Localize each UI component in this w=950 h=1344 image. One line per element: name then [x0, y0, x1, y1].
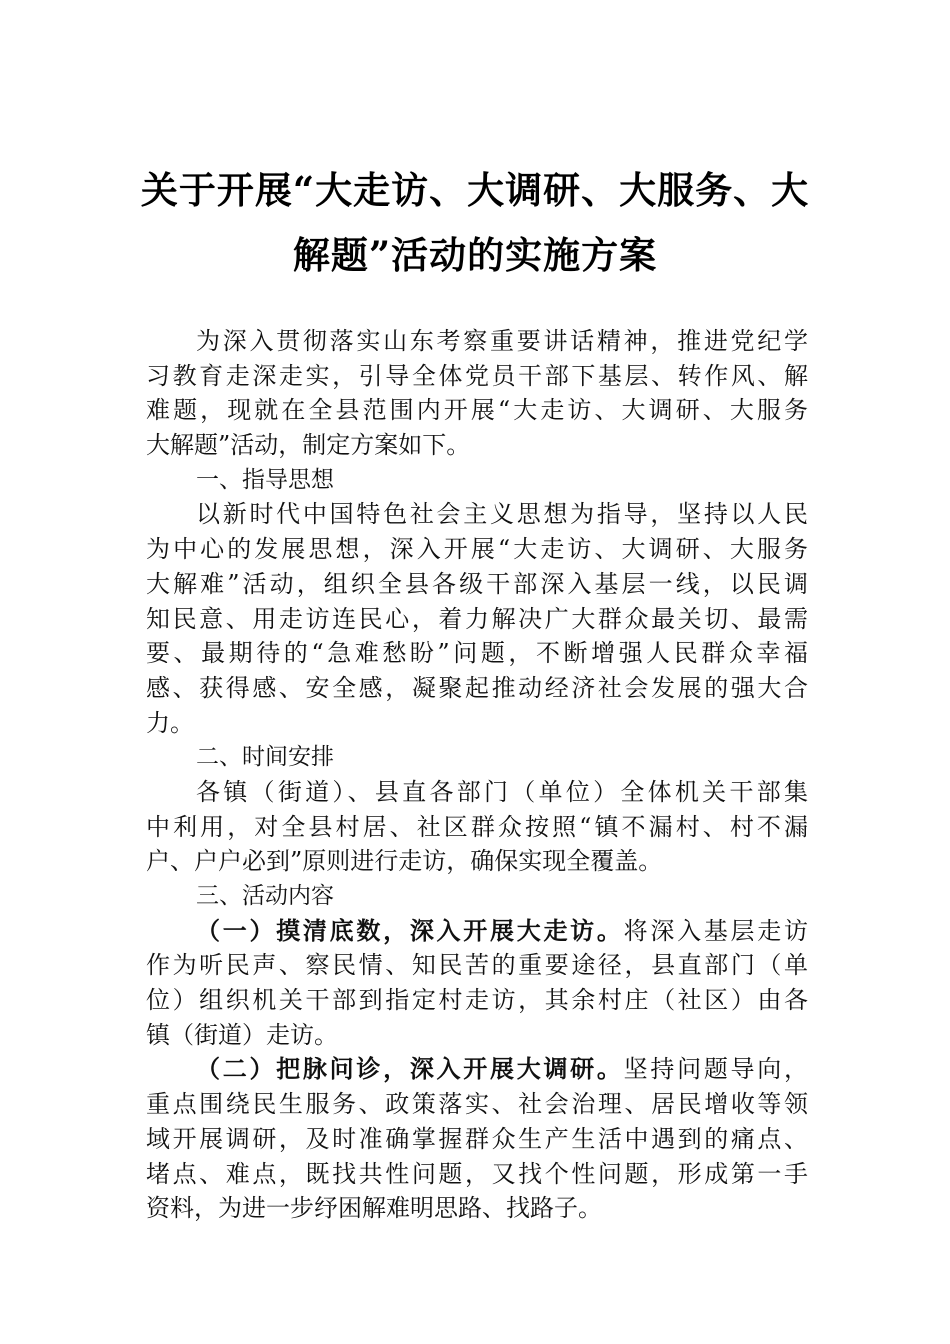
- intro-line: 习教育走深走实，引导全体党员干部下基层、转作风、解: [146, 361, 808, 390]
- intro-line: 为深入贯彻落实山东考察重要讲话精神，推进党纪学: [196, 327, 808, 355]
- section1-line: 力。: [146, 708, 194, 737]
- subsection1-lead: （一）摸清底数，深入开展大走访。: [196, 915, 624, 945]
- intro-line: 大解题”活动，制定方案如下。: [146, 431, 471, 460]
- intro-line: 难题，现就在全县范围内开展“大走访、大调研、大服务: [146, 396, 808, 425]
- subsection2-first-line: [146, 1052, 808, 1087]
- section1-line: 以新时代中国特色社会主义思想为指导，坚持以人民: [196, 500, 808, 529]
- document-body: [146, 324, 808, 1226]
- subsection1-first-rest: 将深入基层走访: [623, 916, 809, 945]
- section1-line: 要、最期待的“急难愁盼”问题，不断增强人民群众幸福: [146, 639, 808, 668]
- subsection2-line: 堵点、难点，既找共性问题，又找个性问题，形成第一手: [146, 1159, 808, 1188]
- section-heading-activities: 三、活动内容: [196, 883, 334, 909]
- document-title-line-2: 解题”活动的实施方案: [292, 233, 658, 277]
- document-title-line-1: 关于开展“大走访、大调研、大服务、大: [140, 168, 810, 212]
- section2-line: 户、户户必到”原则进行走访，确保实现全覆盖。: [146, 847, 663, 876]
- subsection1-line: 位）组织机关干部到指定村走访，其余村庄（社区）由各: [146, 986, 808, 1015]
- section-heading-schedule: 二、时间安排: [196, 744, 334, 771]
- section2-line: 各镇（街道）、县直各部门（单位）全体机关干部集: [196, 777, 808, 806]
- subsection2-line: 域开展调研，及时准确掌握群众生产生活中遇到的痛点、: [146, 1124, 808, 1153]
- section1-line: 感、获得感、安全感，凝聚起推动经济社会发展的强大合: [146, 673, 808, 702]
- section1-line: 知民意、用走访连民心，着力解决广大群众最关切、最需: [146, 604, 808, 633]
- subsection2-line: 重点围绕民生服务、政策落实、社会治理、居民增收等领: [146, 1090, 808, 1119]
- subsection2-first-rest: 坚持问题导向，: [623, 1055, 809, 1084]
- subsection2-line: 资料，为进一步纾困解难明思路、找路子。: [146, 1194, 602, 1223]
- subsection2-lead: （二）把脉问诊，深入开展大调研。: [196, 1054, 624, 1084]
- section1-line: 大解难”活动，组织全县各级干部深入基层一线，以民调: [146, 569, 808, 598]
- subsection1-line: 镇（街道）走访。: [146, 1020, 338, 1049]
- subsection1-line: 作为听民声、察民情、知民苦的重要途径，县直部门（单: [146, 951, 808, 980]
- section1-line: 为中心的发展思想，深入开展“大走访、大调研、大服务: [146, 535, 808, 564]
- subsection1-first-line: [146, 914, 808, 949]
- section2-line: 中利用，对全县村居、社区群众按照“镇不漏村、村不漏: [146, 812, 808, 841]
- section-heading-guiding-ideology: 一、指导思想: [196, 466, 334, 493]
